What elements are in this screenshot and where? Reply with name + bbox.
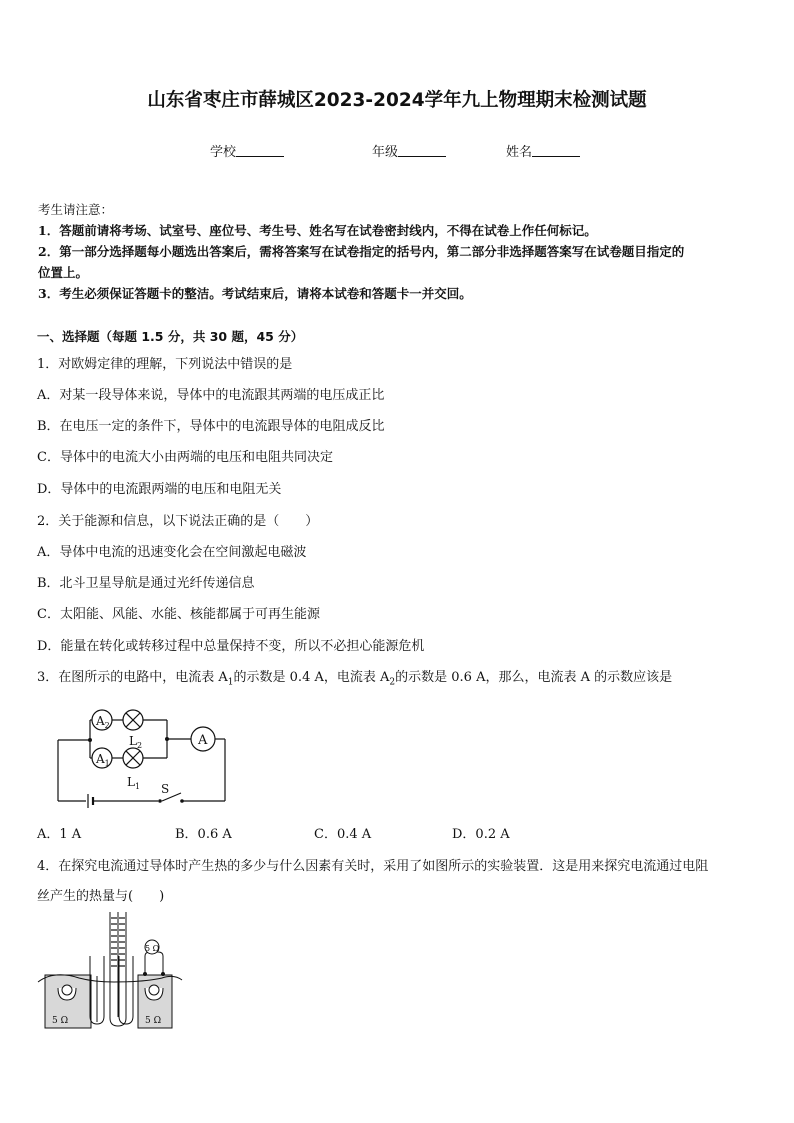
question-1-stem: 1．对欧姆定律的理解，下列说法中错误的是: [37, 357, 293, 372]
question-2-option-c: C．太阳能、风能、水能、核能都属于可再生能源: [37, 607, 320, 622]
question-2-option-a: A．导体中电流的迅速变化会在空间激起电磁波: [37, 545, 307, 560]
grade-field: [372, 141, 446, 160]
q3-stem-part: 的示数是 0.6 A，那么，电流表 A 的示数应该是: [395, 670, 673, 685]
top-resistor-label: 5 Ω: [145, 944, 160, 953]
name-blank: [532, 144, 580, 157]
name-field: [506, 141, 580, 160]
notice-item: 3．考生必须保证答题卡的整洁。考试结束后，请将本试卷和答题卡一并交回。: [38, 286, 472, 301]
circuit-diagram: [50, 700, 240, 810]
question-3-stem: [37, 666, 672, 688]
switch-label: S: [161, 782, 170, 796]
question-4-stem-line-2: 丝产生的热量与( ): [37, 889, 165, 904]
question-4-stem-line-1: 4．在探究电流通过导体时产生热的多少与什么因素有关时，采用了如图所示的实验装置．这是用来探究电流通过电阻: [37, 859, 709, 874]
school-blank: [236, 144, 284, 157]
school-field: [210, 141, 284, 160]
question-2-stem: 2．关于能源和信息，以下说法正确的是（ ）: [37, 514, 319, 529]
notice-item: 2．第一部分选择题每小题选出答案后，需将答案写在试卷指定的括号内，第二部分非选择题答案写在试卷题目指定的: [38, 244, 685, 259]
q3-stem-part: 的示数是 0.4 A，电流表 A: [233, 670, 390, 685]
notice-item: 位置上。: [38, 265, 89, 280]
question-3-option-b: B．0.6 A: [175, 827, 232, 842]
question-2-option-b: B．北斗卫星导航是通过光纤传递信息: [37, 576, 255, 591]
q3-sub: 1: [227, 677, 234, 688]
question-1-option-b: B．在电压一定的条件下，导体中的电流跟导体的电阻成反比: [37, 419, 385, 434]
question-3-option-d: D．0.2 A: [452, 827, 510, 842]
page-title: 山东省枣庄市薛城区2023-2024学年九上物理期末检测试题: [147, 90, 647, 111]
left-resistor-label: 5 Ω: [52, 1016, 69, 1026]
notice-item: 1．答题前请将考场、试室号、座位号、考生号、姓名写在试卷密封线内，不得在试卷上作任何标记。: [38, 223, 597, 238]
ammeter-a2-label: $A_2$: [96, 714, 110, 730]
q3-stem-part: 3．在图所示的电路中，电流表 A: [37, 670, 228, 685]
ammeter-a1-label: $A_1$: [96, 752, 110, 768]
question-3-option-a: A．1 A: [37, 827, 82, 842]
question-1-option-d: D．导体中的电流跟两端的电压和电阻无关: [37, 482, 282, 497]
question-3-option-c: C．0.4 A: [314, 827, 372, 842]
right-resistor-label: 5 Ω: [145, 1016, 162, 1026]
ammeter-a-label: A: [198, 733, 208, 748]
grade-label: 年级: [372, 145, 399, 160]
question-1-option-c: C．导体中的电流大小由两端的电压和电阻共同决定: [37, 450, 333, 465]
lamp-l1-label: $L_1$: [127, 775, 141, 791]
name-label: 姓名: [506, 145, 533, 160]
q3-sub: 2: [389, 677, 396, 688]
notice-heading: 考生请注意：: [38, 202, 114, 217]
school-label: 学校: [210, 145, 237, 160]
lamp-l2-label: $L_2$: [129, 734, 143, 750]
section-heading: 一、选择题（每题 1.5 分，共 30 题，45 分）: [37, 329, 304, 344]
grade-blank: [398, 144, 446, 157]
joule-heating-apparatus: [34, 912, 184, 1032]
question-2-option-d: D．能量在转化或转移过程中总量保持不变，所以不必担心能源危机: [37, 639, 425, 654]
question-1-option-a: A．对某一段导体来说，导体中的电流跟其两端的电压成正比: [37, 388, 385, 403]
